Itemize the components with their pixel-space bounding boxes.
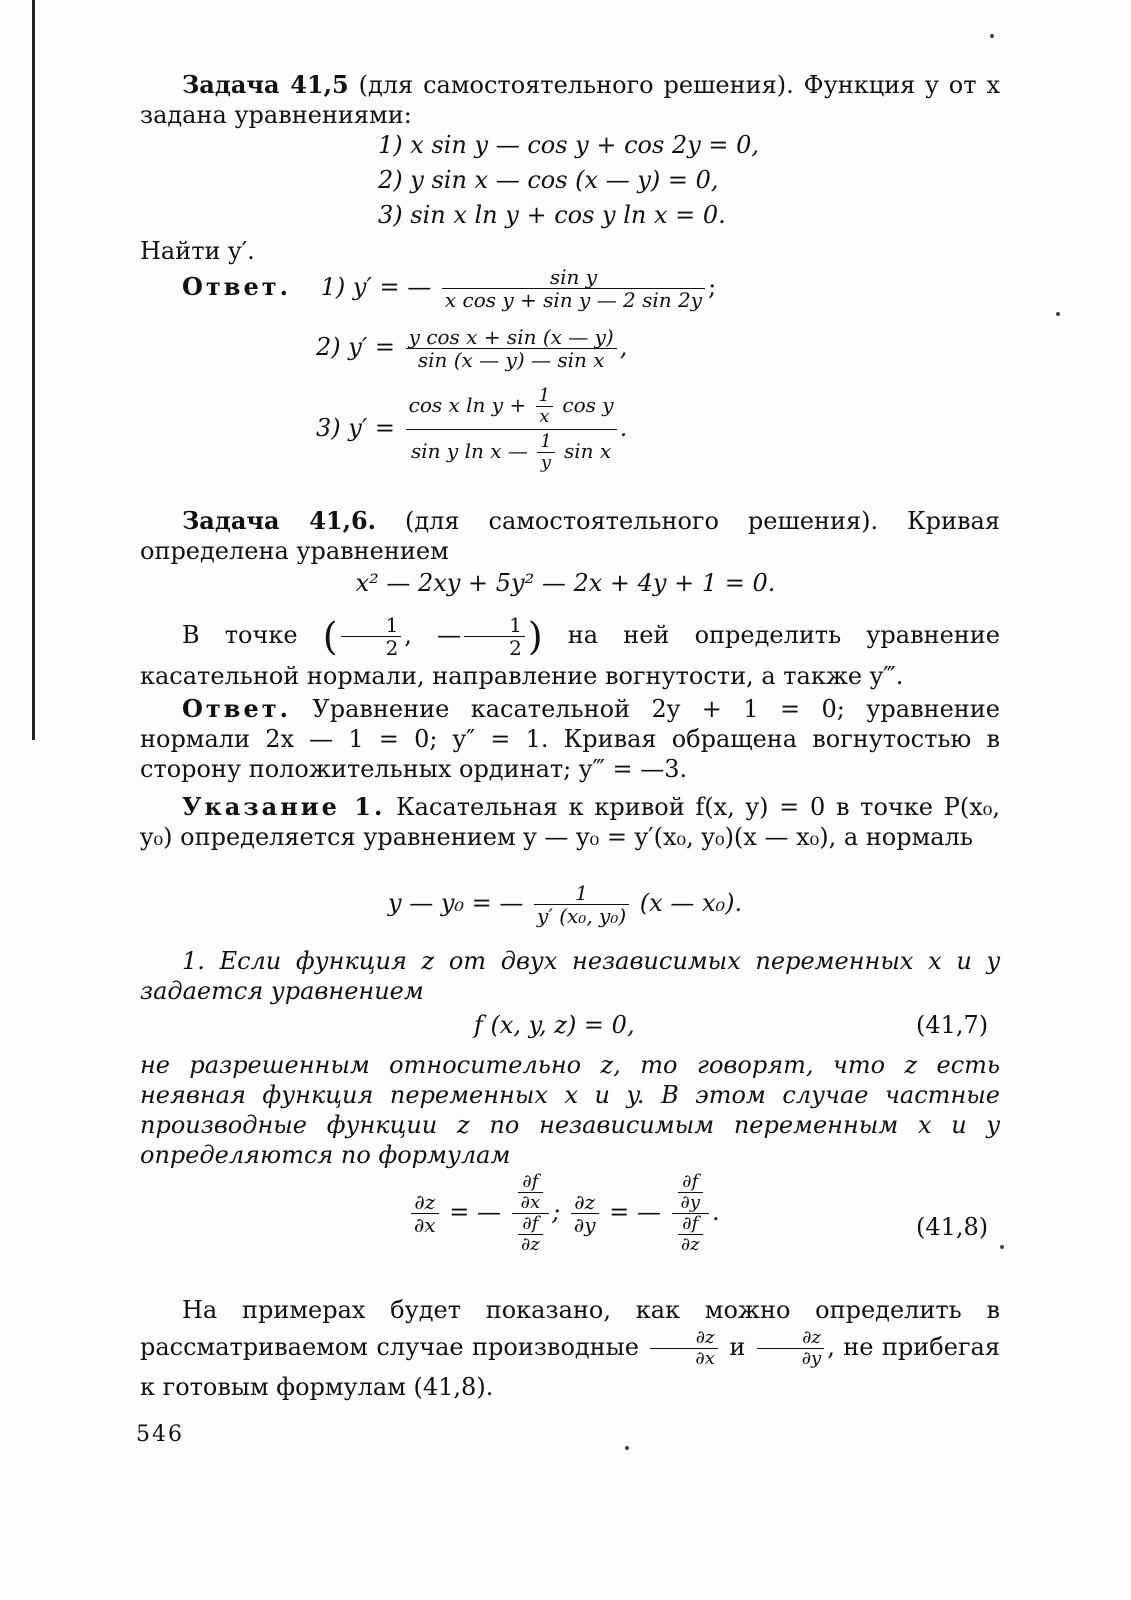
answer-1-lhs: 1) y′ = —: [320, 273, 432, 301]
text: на ней определить уравнение касательной нормали, направление вогнутости, а также y‴.: [140, 621, 1000, 690]
df-dz: [518, 1214, 543, 1255]
answer-text: Уравнение касательной 2y + 1 = 0; уравнение нормали 2x — 1 = 0; y″ = 1. Кривая обращена вогнутостью в сторону положительных ординат; y‴ = —3.: [140, 695, 1000, 783]
denominator: [406, 430, 617, 473]
text: .: [712, 1198, 720, 1226]
punct: ,: [619, 333, 628, 361]
denominator: sin (x — y) — sin x: [417, 348, 605, 372]
equation-3: 3) sin x ln y + cos y ln x = 0.: [378, 201, 726, 229]
dz-dx: [650, 1328, 717, 1369]
hint-text: Касательная к кривой f(x, y) = 0 в точке P(x₀, y₀) определяется уравнением y — y₀ = y′(x₀, y₀)(x — x₀), а нормаль: [140, 793, 1000, 851]
answer-label: Ответ.: [182, 272, 291, 301]
fraction: [534, 882, 629, 927]
num: ∂f: [678, 1172, 703, 1193]
text: и: [729, 1333, 746, 1361]
numerator: sin y: [442, 266, 705, 289]
text: = —: [449, 1198, 502, 1226]
num: ∂f: [518, 1172, 543, 1193]
theory-paragraph-1: 1. Если функция z от двух независимых переменных x и y задается уравнением: [140, 947, 1000, 1005]
inner-den: x: [539, 406, 550, 427]
problem-41-5: [140, 70, 1000, 130]
punct: ;: [708, 273, 717, 301]
problem-text: (для самостоятельного решения). Функция y от x задана уравнениями:: [140, 71, 1000, 129]
lhs: y — y₀ = —: [388, 889, 524, 917]
curve-equation: x² — 2xy + 5y² — 2x + 4y + 1 = 0.: [355, 569, 776, 597]
df-dx: [518, 1172, 543, 1213]
den: ∂y: [680, 1192, 701, 1213]
dz-dy: [757, 1328, 824, 1369]
num: ∂z: [571, 1191, 599, 1214]
den: ∂y: [801, 1348, 822, 1369]
text: ;: [552, 1198, 561, 1226]
answer-label: Ответ.: [182, 694, 291, 723]
normal-equation: [388, 882, 742, 927]
num-part: cos y: [562, 393, 614, 417]
den: ∂x: [695, 1348, 715, 1369]
inner-num: 1: [537, 432, 554, 453]
num: ∂f: [678, 1214, 703, 1235]
den: ∂x: [520, 1192, 541, 1213]
text: = —: [609, 1198, 661, 1226]
inner-num: 1: [536, 386, 553, 407]
numerator: y cos x + sin (x — y): [406, 326, 617, 349]
speck: [625, 1446, 629, 1450]
inner-den: y: [540, 452, 552, 473]
num: ∂z: [757, 1328, 824, 1349]
df-ratio: [672, 1172, 709, 1255]
answer-1: [182, 266, 716, 311]
inner-fraction: [536, 386, 553, 427]
answer-2: [316, 326, 627, 371]
den: [672, 1214, 709, 1255]
page-number: 546: [136, 1422, 184, 1447]
equation-number: (41,7): [916, 1011, 989, 1039]
theory-paragraph-2: не разрешенным относительно z, то говорят, что z есть неявная функция переменных x и y. В этом случае частные производные функции z по независимым переменным x и y определяются по формулам: [140, 1051, 1000, 1169]
answer-41-6: [140, 694, 1000, 784]
closing-paragraph: [140, 1292, 1000, 1405]
equation-41-7: f (x, y, z) = 0,: [474, 1011, 635, 1039]
equation-1: 1) x sin y — cos y + cos 2y = 0,: [378, 131, 760, 159]
answer-2-fraction: [406, 326, 617, 371]
answer-3-lhs: 3) y′ =: [316, 414, 396, 442]
den-part: sin y ln x —: [411, 439, 528, 463]
den: ∂x: [414, 1213, 436, 1237]
denominator: x cos y + sin y — 2 sin 2y: [444, 288, 703, 312]
answer-2-lhs: 2) y′ =: [316, 333, 396, 361]
answer-3-fraction: [406, 386, 617, 473]
inner-fraction: [537, 432, 554, 473]
hint-label: Указание 1.: [182, 792, 386, 821]
problem-heading: Задача 41,6.: [182, 506, 377, 535]
rhs: (x — x₀).: [639, 889, 743, 917]
den: [512, 1214, 549, 1255]
problem-41-6: [140, 506, 1000, 566]
equation-number: (41,8): [916, 1213, 989, 1241]
binding-shadow: [32, 0, 35, 740]
answer-3: [316, 386, 627, 473]
num: [672, 1172, 709, 1214]
den-part: sin x: [564, 439, 612, 463]
df-dz: [678, 1214, 703, 1255]
num-part: cos x ln y +: [408, 393, 527, 417]
num: ∂z: [411, 1191, 439, 1214]
text: , —: [404, 621, 462, 649]
den: 2: [385, 636, 399, 660]
equation-2: 2) y sin x — cos (x — y) = 0,: [378, 166, 719, 194]
punct: .: [619, 414, 628, 442]
num: ∂z: [650, 1328, 717, 1349]
hint-1: [140, 792, 1000, 852]
den: y′ (x₀, y₀): [537, 904, 627, 928]
speck: [1056, 312, 1060, 316]
den: ∂y: [573, 1213, 596, 1237]
df-ratio: [512, 1172, 549, 1255]
dz-dx: [411, 1191, 439, 1236]
paren: ): [527, 614, 543, 659]
fraction: [464, 614, 525, 659]
num: 1: [464, 614, 525, 637]
numerator: [406, 386, 617, 430]
den: ∂z: [680, 1234, 700, 1255]
fraction: [341, 614, 402, 659]
num: ∂f: [518, 1214, 543, 1235]
speck: [990, 34, 994, 38]
text: В точке: [182, 621, 298, 649]
problem-heading: Задача 41,5: [182, 70, 349, 99]
num: 1: [534, 882, 629, 905]
point-paragraph: [140, 614, 1000, 693]
answer-1-fraction: [442, 266, 705, 311]
find-text: Найти y′.: [140, 237, 255, 265]
num: [512, 1172, 549, 1214]
df-dy: [678, 1172, 703, 1213]
text: , не прибегая к готовым формулам (41,8).: [140, 1333, 1000, 1401]
paren: (: [322, 614, 338, 659]
dz-dy: [571, 1191, 599, 1236]
equation-41-8: [408, 1172, 720, 1255]
num: 1: [341, 614, 402, 637]
text: На примерах будет показано, как можно определить в рассматриваемом случае производные: [140, 1296, 1000, 1361]
den: 2: [509, 636, 522, 660]
speck: [1000, 1245, 1004, 1249]
problem-text: (для самостоятельного решения). Кривая определена уравнением: [140, 507, 1000, 565]
den: ∂z: [520, 1234, 540, 1255]
